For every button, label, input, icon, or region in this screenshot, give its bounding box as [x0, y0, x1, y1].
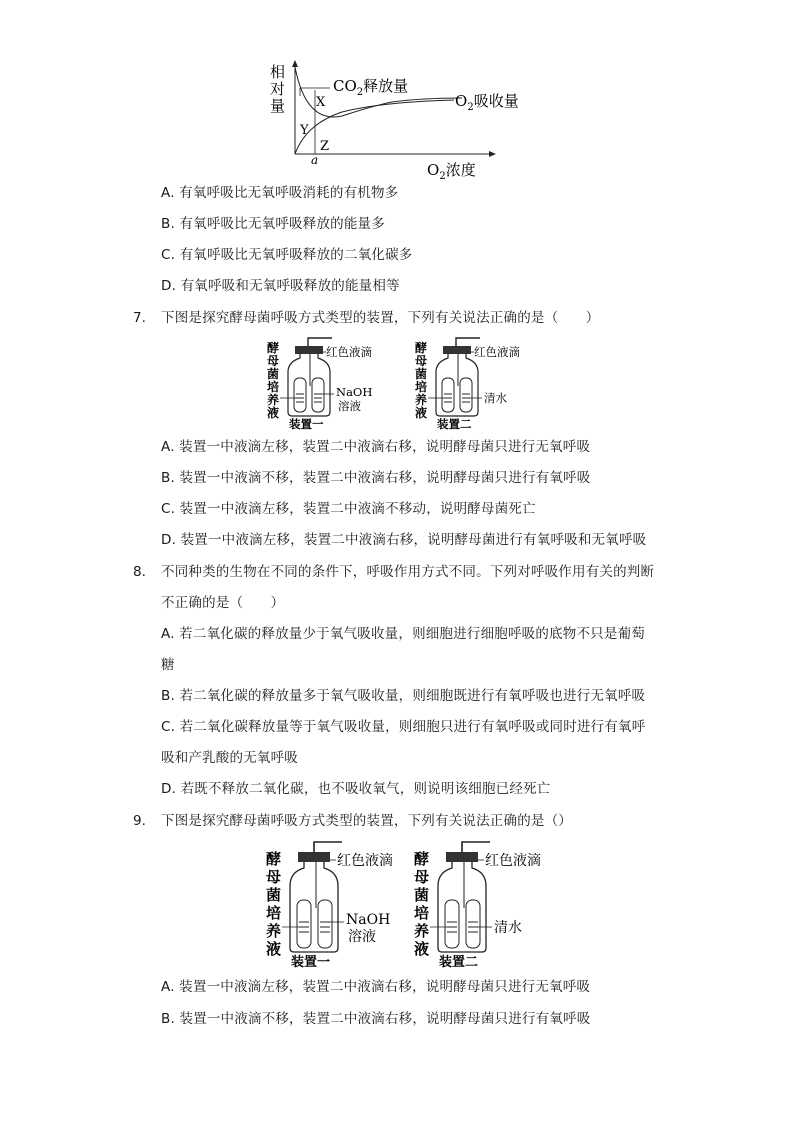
q6-option-a: A. 有氧呼吸比无氧呼吸消耗的有机物多: [161, 185, 399, 201]
svg-text:装置二: 装置二: [437, 417, 472, 430]
q6-option-d: D. 有氧呼吸和无氧呼吸释放的能量相等: [161, 278, 400, 294]
q8-number: 8.: [133, 564, 146, 580]
svg-text:养: 养: [266, 922, 282, 940]
svg-text:装置一: 装置一: [291, 955, 331, 970]
svg-text:红色液滴: 红色液滴: [326, 345, 372, 359]
svg-text:菌: 菌: [414, 886, 430, 904]
svg-text:养: 养: [414, 922, 430, 940]
svg-text:培: 培: [266, 904, 282, 922]
graph-y-label-1: 相: [270, 63, 286, 81]
svg-text:母: 母: [266, 868, 282, 886]
q7-option-d: D. 装置一中液滴左移，装置二中液滴右移，说明酵母菌进行有氧呼吸和无氧呼吸: [161, 532, 647, 548]
point-z-label: Z: [320, 139, 330, 154]
q6-option-c: C. 有氧呼吸比无氧呼吸释放的二氧化碳多: [161, 247, 413, 263]
q7-number: 7.: [133, 310, 146, 326]
q7-option-c: C. 装置一中液滴左移，装置二中液滴不移动，说明酵母菌死亡: [161, 501, 536, 517]
svg-text:NaOH: NaOH: [336, 385, 373, 399]
o2-uptake-label: $O_2$吸收量: [455, 92, 519, 113]
x-axis-label: $O_2$浓度: [427, 161, 476, 180]
svg-text:养: 养: [267, 393, 280, 407]
svg-text:NaOH: NaOH: [346, 912, 391, 928]
q7-stem: 下图是探究酵母菌呼吸方式类型的装置，下列有关说法正确的是（ ）: [161, 310, 600, 326]
device-two-large: [414, 842, 541, 970]
q9-option-a: A. 装置一中液滴左移，装置二中液滴右移，说明酵母菌只进行无氧呼吸: [161, 979, 591, 995]
q9-option-b: B. 装置一中液滴不移，装置二中液滴右移，说明酵母菌只进行有氧呼吸: [161, 1011, 591, 1027]
q8-option-b: B. 若二氧化碳的释放量多于氧气吸收量，则细胞既进行有氧呼吸也进行无氧呼吸: [161, 688, 646, 704]
svg-text:养: 养: [415, 393, 428, 407]
q7-option-a: A. 装置一中液滴左移，装置二中液滴右移，说明酵母菌只进行无氧呼吸: [161, 439, 591, 455]
co2-label: $CO_2$释放量: [333, 77, 409, 98]
apparatus-figure-small: [262, 334, 552, 430]
svg-text:菌: 菌: [415, 367, 428, 381]
device-one-small: [267, 338, 372, 430]
point-a-label: a: [311, 153, 319, 167]
svg-text:菌: 菌: [266, 886, 282, 904]
q7-option-b: B. 装置一中液滴不移，装置二中液滴右移，说明酵母菌只进行有氧呼吸: [161, 470, 591, 486]
svg-text:溶液: 溶液: [338, 399, 361, 413]
device-one-large: [266, 842, 393, 970]
apparatus-figure-large: [262, 838, 542, 970]
svg-text:培: 培: [267, 380, 280, 394]
svg-text:酵: 酵: [415, 341, 428, 355]
svg-text:菌: 菌: [267, 367, 280, 381]
q8-option-d: D. 若既不释放二氧化碳，也不吸收氧气，则说明该细胞已经死亡: [161, 781, 551, 797]
svg-text:清水: 清水: [494, 920, 522, 936]
svg-text:红色液滴: 红色液滴: [337, 853, 393, 869]
svg-text:红色液滴: 红色液滴: [485, 853, 541, 869]
svg-text:培: 培: [414, 904, 430, 922]
q8-option-a-line-2: 糖: [161, 657, 175, 673]
svg-text:装置一: 装置一: [289, 417, 324, 430]
q8-option-c-line-1: C. 若二氧化碳释放量等于氧气吸收量，则细胞只进行有氧呼吸或同时进行有氧呼: [161, 719, 646, 735]
svg-text:溶液: 溶液: [348, 929, 376, 945]
svg-text:母: 母: [267, 354, 280, 368]
svg-text:装置二: 装置二: [439, 955, 479, 970]
respiration-graph: [262, 58, 542, 180]
q8-option-a-line-1: A. 若二氧化碳的释放量少于氧气吸收量，则细胞进行细胞呼吸的底物不只是葡萄: [161, 626, 645, 642]
svg-text:液: 液: [415, 406, 428, 420]
device-two-small: [415, 338, 520, 430]
point-x-label: X: [316, 95, 326, 110]
svg-text:红色液滴: 红色液滴: [474, 345, 520, 359]
point-y-label: Y: [300, 123, 309, 138]
svg-text:母: 母: [414, 868, 430, 886]
graph-y-label-3: 量: [270, 97, 286, 115]
q8-stem-line-1: 不同种类的生物在不同的条件下，呼吸作用方式不同。下列对呼吸作用有关的判断: [161, 564, 655, 580]
svg-text:液: 液: [267, 406, 280, 420]
svg-text:培: 培: [415, 380, 428, 394]
q8-stem-line-2: 不正确的是（ ）: [161, 595, 285, 611]
q9-stem: 下图是探究酵母菌呼吸方式类型的装置，下列有关说法正确的是（）: [161, 813, 572, 829]
svg-text:酵: 酵: [267, 341, 280, 355]
svg-text:母: 母: [415, 354, 428, 368]
svg-text:液: 液: [414, 940, 430, 958]
svg-text:酵: 酵: [266, 850, 282, 868]
graph-y-label-2: 对: [270, 80, 286, 98]
svg-text:酵: 酵: [414, 850, 430, 868]
q8-option-c-line-2: 吸和产乳酸的无氧呼吸: [161, 750, 298, 766]
svg-text:液: 液: [266, 940, 282, 958]
q9-number: 9.: [133, 813, 146, 829]
q6-option-b: B. 有氧呼吸比无氧呼吸释放的能量多: [161, 216, 385, 232]
svg-text:清水: 清水: [484, 391, 507, 405]
